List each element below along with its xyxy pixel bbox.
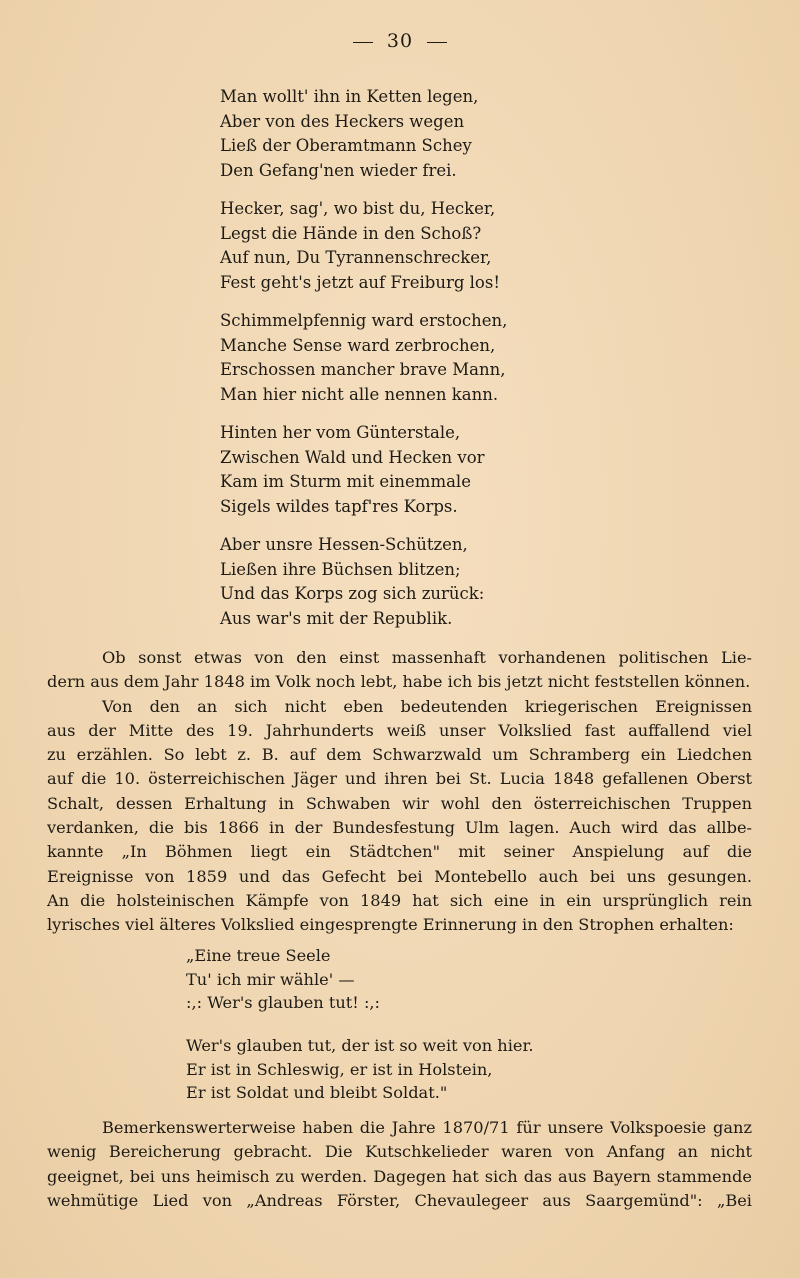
page-number: 30 (386, 30, 414, 52)
quote-stanza-1 (186, 944, 380, 1015)
poem-line: Fest geht's jetzt auf Freiburg los! (220, 272, 500, 292)
prose-line: Bemerkenswerterweise haben die Jahre 1870/71 für unsere Volkspoesie ganz (102, 1118, 752, 1137)
poem-line: Hinten her vom Günterstale, (220, 423, 461, 442)
poem-line: Man wollt' ihn in Ketten legen, (220, 87, 479, 106)
poem-line: Legst die Hände in den Schoß? (220, 223, 482, 243)
poem-line: Den Gefang'nen wieder frei. (220, 160, 457, 180)
quote-line: „Eine treue Seele (186, 946, 331, 965)
poem-line: Ließen ihre Büchsen blitzen; (220, 559, 461, 579)
prose-line: Ob sonst etwas von den einst massenhaft vorhandenen politischen Lie- (102, 648, 752, 667)
prose-line: wehmütige Lied von „Andreas Förster, Chevaulegeer aus Saargemünd": „Bei (47, 1190, 752, 1210)
poem-line: Manche Sense ward zerbrochen, (220, 335, 496, 355)
quote-line: Tu' ich mir wähle' — (186, 969, 355, 989)
prose-line: Schalt, dessen Erhaltung in Schwaben wir wohl den österreichischen Truppen (47, 793, 752, 813)
poem-line: Aber von des Heckers wegen (220, 111, 465, 131)
dash-left (353, 42, 373, 43)
poem-line: Erschossen mancher brave Mann, (220, 360, 506, 379)
poem-stanza-2 (220, 197, 500, 295)
prose-line: An die holsteinischen Kämpfe von 1849 hat sich eine in ein ursprünglich rein (47, 890, 752, 910)
prose-line: lyrisches viel älteres Volkslied eingesprengte Erinnerung in den Strophen erhalten: (47, 915, 734, 935)
quote-line: Er ist in Schleswig, er ist in Holstein, (186, 1059, 493, 1079)
poem-line: Aus war's mit der Republik. (220, 608, 453, 628)
poem-line: Zwischen Wald und Hecken vor (220, 447, 485, 467)
poem-line: Man hier nicht alle nennen kann. (220, 384, 499, 404)
prose-line: kannte „In Böhmen liegt ein Städtchen" mit seiner Anspielung auf die (47, 842, 752, 862)
poem-stanza-1 (220, 85, 478, 183)
prose-line: auf die 10. österreichischen Jäger und ihren bei St. Lucia 1848 gefallenen Oberst (47, 769, 752, 789)
poem-line: Und das Korps zog sich zurück: (220, 584, 485, 603)
poem-line: Schimmelpfennig ward erstochen, (220, 311, 508, 330)
quote-stanza-2 (186, 1034, 534, 1105)
prose-line: Ereignisse von 1859 und das Gefecht bei Montebello auch bei uns gesungen. (47, 866, 752, 886)
poem-line: Hecker, sag', wo bist du, Hecker, (220, 199, 496, 218)
prose-line: geeignet, bei uns heimisch zu werden. Dagegen hat sich das aus Bayern stammende (47, 1166, 752, 1186)
dash-right (427, 42, 447, 43)
quote-line: :,: Wer's glauben tut! :,: (186, 993, 381, 1012)
prose-line: Von den an sich nicht eben bedeutenden kriegerischen Ereignissen (102, 696, 752, 716)
poem-line: Aber unsre Hessen-Schützen, (220, 535, 468, 554)
prose-line: aus der Mitte des 19. Jahrhunderts weiß unser Volkslied fast auffallend viel (47, 720, 752, 740)
prose-line: zu erzählen. So lebt z. B. auf dem Schwarzwald um Schramberg ein Liedchen (47, 745, 752, 765)
page-header (0, 30, 800, 52)
poem-line: Sigels wildes tapf'res Korps. (220, 496, 458, 516)
poem-line: Kam im Sturm mit einemmale (220, 472, 471, 491)
prose-block-2 (47, 1116, 752, 1213)
poem-line: Auf nun, Du Tyrannenschrecker, (220, 248, 492, 267)
prose-line: dern aus dem Jahr 1848 im Volk noch lebt, habe ich bis jetzt nicht feststellen können. (47, 672, 751, 692)
prose-block-1 (47, 646, 752, 938)
prose-line: verdanken, die bis 1866 in der Bundesfestung Ulm lagen. Auch wird das allbe- (47, 818, 752, 838)
quote-line: Er ist Soldat und bleibt Soldat." (186, 1083, 448, 1102)
poem-stanza-5 (220, 533, 484, 631)
prose-line: wenig Bereicherung gebracht. Die Kutschkelieder waren von Anfang an nicht (47, 1142, 752, 1162)
poem-stanza-4 (220, 421, 485, 519)
poem-stanza-3 (220, 309, 507, 407)
poem-line: Ließ der Oberamtmann Schey (220, 136, 472, 155)
quote-line: Wer's glauben tut, der ist so weit von hier. (186, 1036, 534, 1055)
